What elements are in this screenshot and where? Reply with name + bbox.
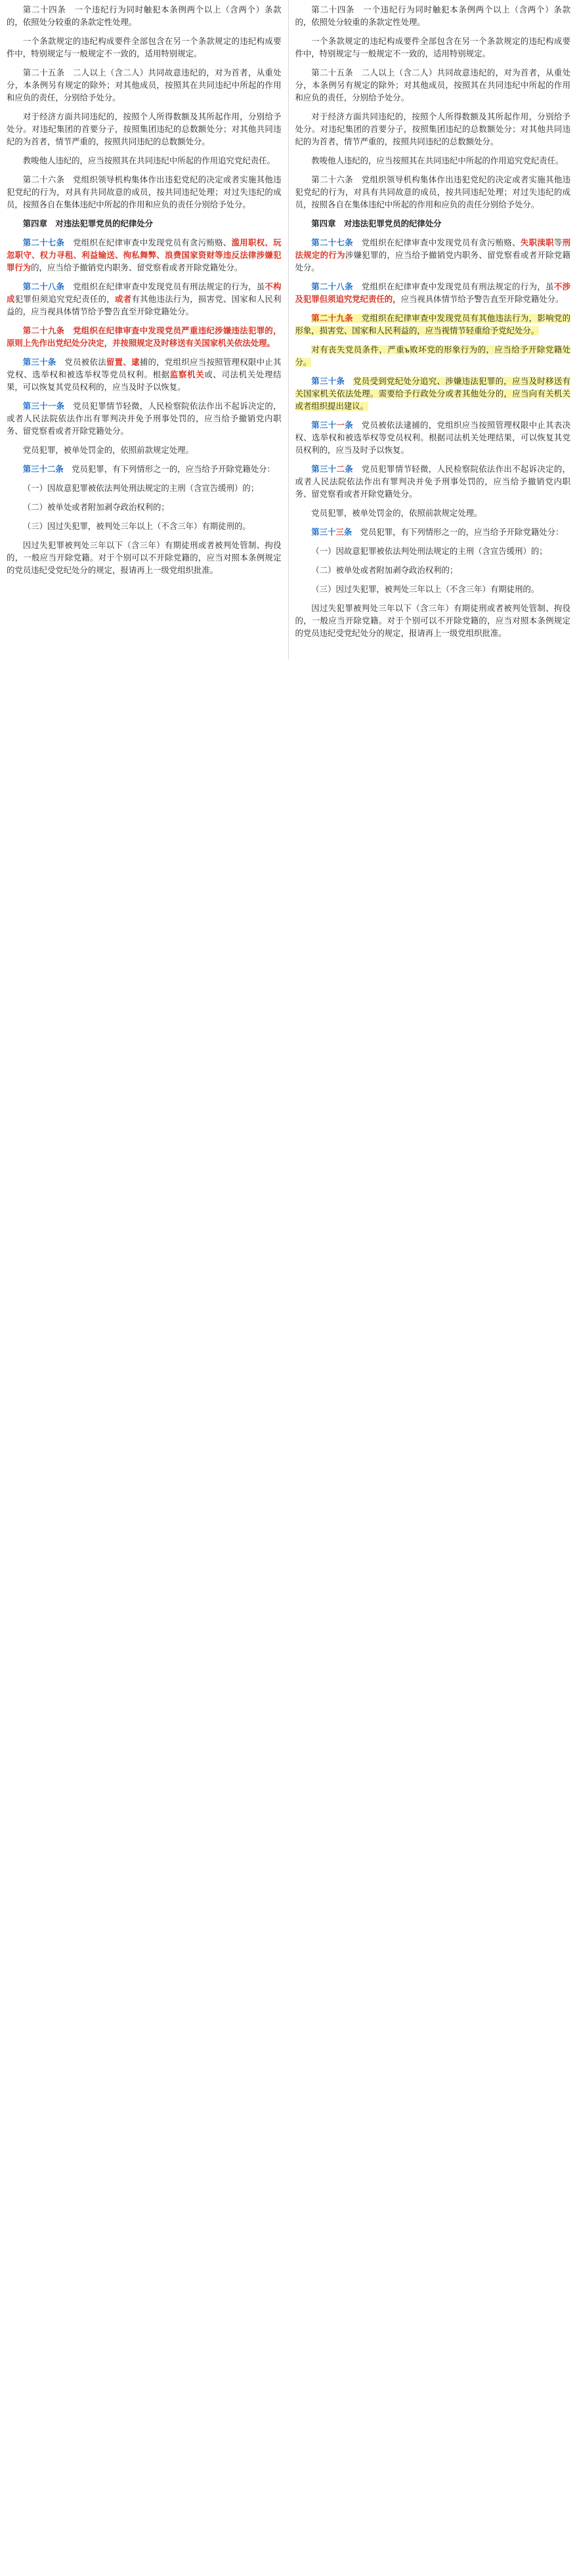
emphasis-text: 第三十条 xyxy=(22,358,65,367)
body-paragraph: 教唆他人违纪的，应当按照其在共同违纪中所起的作用追究党纪责任。 xyxy=(22,156,275,165)
emphasis-text: 行为 xyxy=(14,263,32,272)
emphasis-text: 党员受到党纪处分追究、涉嫌违法犯罪的，应当及时移送有关国家机关依法处理。需要给予行政处分或者其他处分的，应当向有关机关或者组织提出建议。 xyxy=(295,377,570,411)
body-paragraph: （一）因故意犯罪被依法判处刑法规定的主刑（含宣告缓刑）的； xyxy=(311,547,547,556)
emphasis-text: 对有丧失党员条件，严重ъ败坏党的形象行为的，应当给予开除党籍处分。 xyxy=(295,345,570,367)
body-paragraph: 党员犯罪，被单处罚金的，依照前款规定处理。 xyxy=(311,509,482,518)
article-paragraph xyxy=(295,344,571,369)
body-text: 党员犯罪情节轻微，人民检察院依法作出不起诉决定的，或者人民法院依法作出有罪判决并免予刑事处罚的，应当给予撤销党内职务、留党察看或者开除党籍处分。 xyxy=(7,402,282,436)
emphasis-text: 第三十一条 xyxy=(22,402,74,411)
body-paragraph: 一个条款规定的违纪构成要件全部包含在另一个条款规定的违纪构成要件中，特别规定与一般规定不一致的，适用特别规定。 xyxy=(295,37,570,58)
article-paragraph xyxy=(7,463,282,476)
body-paragraph: 党员犯罪，被单处罚金的，依照前款规定处理。 xyxy=(22,446,194,455)
emphasis-text: 第三十二条 xyxy=(22,465,72,474)
emphasis-text: 第三十条 xyxy=(311,377,354,386)
body-text: 的，应当给予撤销党内职务、留党察看或者开除党籍处分。 xyxy=(31,263,243,272)
body-paragraph: 第二十六条 党组织领导机构集体作出违犯党纪的决定或者实施其他违犯党纪的行为，对具有共同故意的成员，按共同违纪处理；对过失违纪的成员，按照各自在集体违纪中所起的作用和应负的责任分别给予处分。 xyxy=(295,175,570,209)
emphasis-text: 失职渎职 xyxy=(520,238,554,247)
body-paragraph: 第二十四条 一个违纪行为同时触犯本条例两个以上（含两个）条款的，依照处分较重的条款定性处理。 xyxy=(295,5,570,27)
body-text: 党组织在纪律审查中发现党员有贪污贿赂、 xyxy=(361,238,521,247)
right-version-column xyxy=(289,0,577,660)
chapter-heading: 第四章 对违法犯罪党员的纪律处分 xyxy=(311,219,442,228)
emphasis-text: 监察机关 xyxy=(169,370,205,379)
body-text: 党组织在纪律审查中发现党员有刑法规定的行为，虽 xyxy=(73,282,265,291)
emphasis-text: 条 xyxy=(343,528,360,537)
emphasis-text: 刑法规定的行为 xyxy=(295,238,571,260)
article-paragraph xyxy=(7,281,282,318)
article-paragraph xyxy=(295,281,571,306)
emphasis-text: 条 xyxy=(345,465,362,474)
body-text: 应当视具体情节给予警告直至开除党籍处分。 xyxy=(400,295,564,304)
body-paragraph: （三）因过失犯罪，被判处三年以上（不含三年）有期徒刑的。 xyxy=(22,522,251,531)
chapter-heading: 第四章 对违法犯罪党员的纪律处分 xyxy=(22,219,154,228)
emphasis-text: 二 xyxy=(336,465,345,474)
article-paragraph xyxy=(7,400,282,438)
body-text: 党员被依法逮捕的，党组织应当按照管理权限中止其表决权、选举权和被选举权等党员权利。根据司法机关处理结果，可以恢复其党员权利的，应当及时予以恢复。 xyxy=(295,421,571,455)
emphasis-text: 第二十八条 xyxy=(311,282,362,291)
body-paragraph: （二）被单处或者附加剥夺政治权利的； xyxy=(22,503,169,512)
left-version-column xyxy=(0,0,289,660)
body-text: 捕的，党组织应当按照管理权限中止其党权、选举权和被选举权等党员权利。根据 xyxy=(7,358,282,379)
body-text: 党员犯罪，有下列情形之一的，应当给予开除党籍处分： xyxy=(72,465,275,474)
emphasis-text: 第三十 xyxy=(311,528,336,537)
body-text: 党员犯罪，有下列情形之一的，应当给予开除党籍处分： xyxy=(360,528,564,537)
article-paragraph xyxy=(295,526,571,539)
body-text: 或、司法机关处理结果，可以恢复其党员权利的，应当及时予以恢复。 xyxy=(7,370,282,392)
body-paragraph: 第二十六条 党组织领导机构集体作出违犯党纪的决定或者实施其他违犯党纪的行为，对具有共同故意的成员，按共同违纪处理；对过失违纪的成员，按照各自在集体违纪中所起的作用和应负的责任分别给予处分。 xyxy=(7,175,282,209)
emphasis-text: 不涉及犯罪但须追究党纪责任的， xyxy=(295,282,571,304)
body-paragraph: 对于经济方面共同违纪的，按照个人所得数额及其所起作用，分别给予处分。对违纪集团的首要分子，按照集团违纪的总数额处分；对其他共同违纪的为首者，情节严重的，按照共同违纪的总数额处分。 xyxy=(295,112,570,146)
article-paragraph xyxy=(295,419,571,457)
body-text: 党员犯罪情节轻微，人民检察院依法作出不起诉决定的，或者人民法院依法作出有罪判决并免予刑事处罚的，应当给予撤销党内职务、留党察看或者开除党籍处分。 xyxy=(295,465,571,499)
article-paragraph xyxy=(7,325,282,350)
body-text: 有其他违法行为，损害党、国家和人民利益的，应当视具体情节给予警告直至开除党籍处分。 xyxy=(7,295,282,316)
body-text: 党员被依法 xyxy=(64,358,106,367)
emphasis-text: 三 xyxy=(335,528,344,537)
body-paragraph: 一个条款规定的违纪构成要件全部包含在另一个条款规定的违纪构成要件中，特别规定与一般规定不一致的，适用特别规定。 xyxy=(7,37,282,58)
body-text: 党组织在纪律审查中发现党员有贪污贿赂、 xyxy=(73,238,232,247)
emphasis-text: 等违反法律涉嫌犯罪 xyxy=(7,251,282,272)
body-text: 等 xyxy=(553,238,563,247)
body-paragraph: 对于经济方面共同违纪的，按照个人所得数额及其所起作用，分别给予处分。对违纪集团的首要分子，按照集团违纪的总数额处分；对其他共同违纪的为首者，情节严重的，按照共同违纪的总数额处分。 xyxy=(7,112,282,146)
body-paragraph: 第二十五条 二人以上（含二人）共同故意违纪的，对为首者，从重处分，本条例另有规定的除外；对其他成员，按照其在共同违纪中所起的作用和应负的责任，分别给予处分。 xyxy=(295,68,570,102)
body-text: 犯罪但须追究党纪责任的， xyxy=(14,295,115,304)
body-paragraph: 因过失犯罪被判处三年以下（含三年）有期徒刑或者被判处管制、拘役的，一般应当开除党籍。对于个别可以不开除党籍的，应当对照本条例规定的党员违纪受党纪处分的规定，报请再上一级党组织批准。 xyxy=(7,541,282,575)
article-paragraph xyxy=(7,356,282,394)
emphasis-text: 或者 xyxy=(115,295,132,304)
emphasis-text: 条 xyxy=(345,421,362,430)
body-paragraph: （一）因故意犯罪被依法判处刑法规定的主刑（含宣告缓刑）的； xyxy=(22,484,259,493)
two-column-comparison xyxy=(0,0,577,660)
body-text: 涉嫌犯罪的，应当给予撤销党内职务、留党察看或者开除党籍处分。 xyxy=(295,251,571,272)
body-paragraph: （三）因过失犯罪，被判处三年以上（不含三年）有期徒刑的。 xyxy=(311,585,540,594)
emphasis-text: 第二十七条 xyxy=(22,238,74,247)
emphasis-text: 党组织在纪律审查中发现党员严重违纪涉嫌违法犯罪的，原则上先作出党纪处分决定，并按照规定及时移送有关国家机关依法处理。 xyxy=(7,326,282,348)
emphasis-text: 第三十 xyxy=(311,421,337,430)
body-paragraph: 第二十五条 二人以上（含二人）共同故意违纪的，对为首者，从重处分，本条例另有规定的除外；对其他成员，按照其在共同违纪中所起的作用和应负的责任，分别给予处分。 xyxy=(7,68,282,102)
emphasis-text: 第二十八条 xyxy=(22,282,74,291)
body-text: 党组织在纪律审查中发现党员有刑法规定的行为，虽 xyxy=(361,282,554,291)
emphasis-text: 第三十 xyxy=(311,465,337,474)
emphasis-text: 第二十九条 xyxy=(22,326,74,335)
body-paragraph: 第二十四条 一个违纪行为同时触犯本条例两个以上（含两个）条款的，依照处分较重的条款定性处理。 xyxy=(7,5,282,27)
article-paragraph xyxy=(295,375,571,413)
emphasis-text: 党组织在纪律审查中发现党员有其他违法行为，影响党的形象，损害党、国家和人民利益的，应当视情节轻重给予党纪处分。 xyxy=(295,314,571,335)
emphasis-text: 不构成 xyxy=(7,282,282,304)
article-paragraph xyxy=(7,237,282,274)
emphasis-text: 留置、逮 xyxy=(106,358,140,367)
emphasis-text: 第二十九条 xyxy=(311,314,362,323)
article-paragraph xyxy=(295,237,571,274)
emphasis-text: 第二十七条 xyxy=(311,238,362,247)
body-paragraph: 因过失犯罪被判处三年以下（含三年）有期徒刑或者被判处管制、拘役的，一般应当开除党籍。对于个别可以不开除党籍的，应当对照本条例规定的党员违纪受党纪处分的规定，报请再上一级党组织批准。 xyxy=(295,604,570,638)
article-paragraph xyxy=(295,312,571,337)
article-paragraph xyxy=(295,463,571,501)
emphasis-text: 滥用职权、玩忽职守、权力寻租、利益输送、徇私舞弊、浪费国家资财 xyxy=(7,238,282,260)
emphasis-text: 一 xyxy=(336,421,345,430)
body-paragraph: （二）被单处或者附加剥夺政治权利的； xyxy=(311,566,458,575)
body-paragraph: 教唆他人违纪的，应当按照其在共同违纪中所起的作用追究党纪责任。 xyxy=(311,156,564,165)
